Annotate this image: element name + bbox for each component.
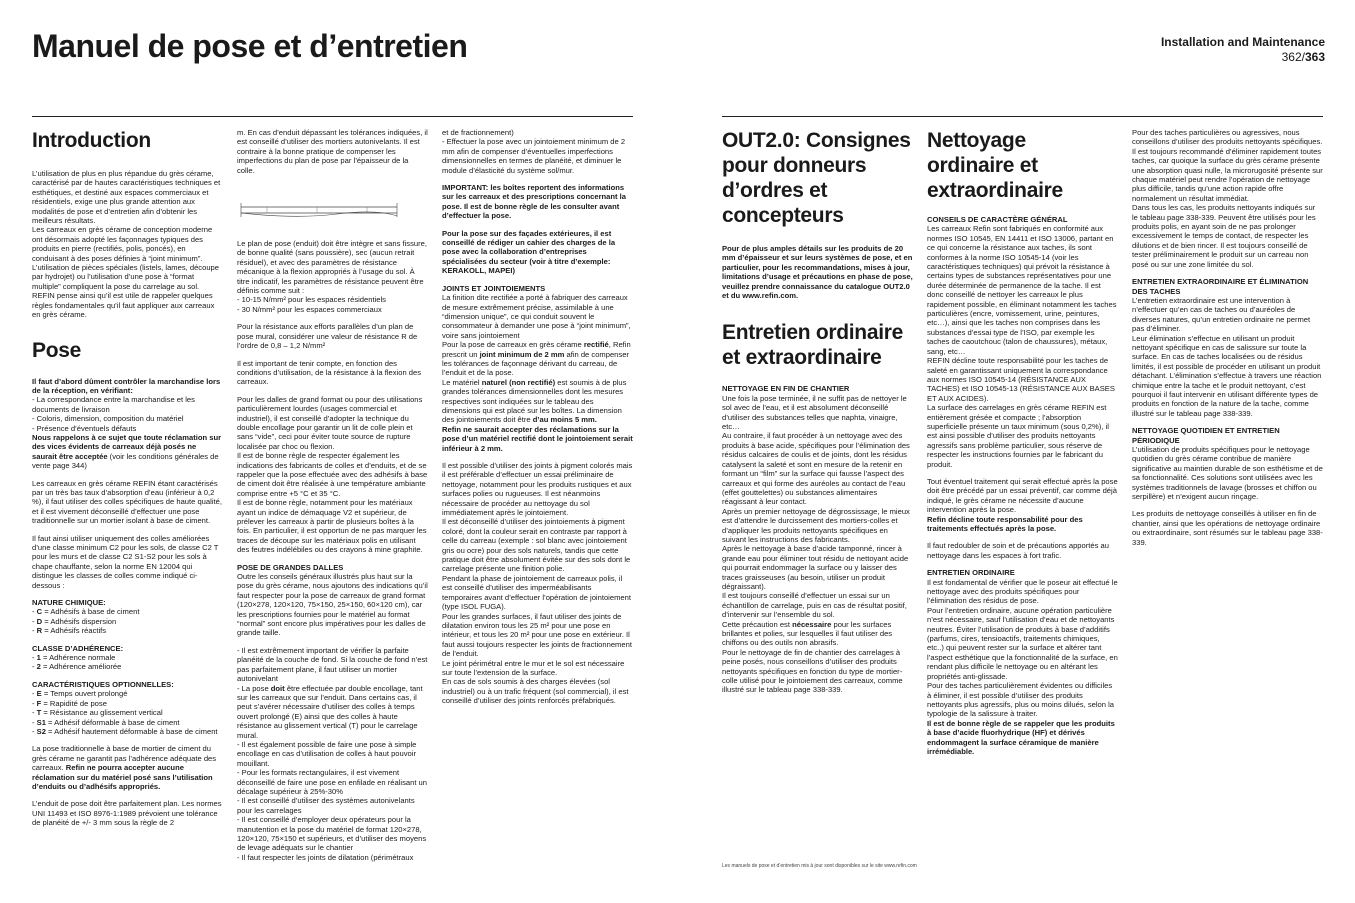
list-code: 1 [36,653,41,663]
conseils-text: Les carreaux Refin sont fabriqués en conformité aux normes ISO 10545, EN 14411 et ISO 13006, partant en ce qui concerne la résistance aux taches, ils sont conformes à la norme ISO 10545-14 (voir les caractéristiques techniques) qui prévoit la résistance à certains types de substances représentatives pour une durée déterminée de permanence de la tache. Il est donc conseillé de nettoyer les carreaux le plus rapidement possible, en éliminant notamment les taches particulières (encre, vomissement, urine, peintures, etc…), ainsi que les taches non comprises dans les substances d’essai type de l’ISO, par exemple les taches de caoutchouc (talon de chaussures), métaux, sang, etc… REFIN décline toute responsabilité pour les taches de saleté en garantissant uniquement la correspondance aux normes ISO 10545-14 (RÉSISTANCE AUX TACHES) et ISO 10545-13 (RÉSISTANCE AUX BASES ET AUX ACIDES). La surface des carrelages en grès cérame REFIN est entièrement grésée et compacte ; l’absorption superficielle présente un taux minimum (sous 0,2%), il est ainsi possible d’utiliser des produits nettoyants agressifs sans problème particulier, sous réserve de respecter les instructions fournies par le fabricant du produit. [927,224,1117,469]
grandes-dalles-list [237,646,428,862]
heading-extraordinaire: ENTRETIEN EXTRAORDINAIRE ET ÉLIMINATION DES TACHES [1132,277,1309,296]
treatment-bold: Refin décline toute responsabilité pour des traitements effectués après la pose. [927,514,1083,533]
large-format-text: Pour les dalles de grand format ou pour des utilisations particulièrement lourdes (usages commercial et industriel), il est conseillé d’adopter la technique du double encollage pour garantir un lit de colle plein et sans “vide”, ceci pour éviter toute source de rupture localisée par choc ou flexion. Il est de bonne règle de respecter également les indications des fabricants de colles et d’enduits, et de se rappeler que la pose effectuée avec des adhésifs à base de ciment doit être réalisée à une température ambiante comprise entre +5 °C et 35 °C. Il est de bonne règle, notamment pour les matériaux ayant un indice de démaquage V2 et supérieur, de prélever les carreaux à partir de plusieurs boîtes à la fois. En particulier, il est opportun de ne pas marquer les traces de découpe sur les matériaux polis en utilisant des feutres indélébiles ou des crayons à mine graphite. [237,394,428,555]
heading-quotidien: NETTOYAGE QUOTIDIEN ET ENTRETIEN PÉRIODIQUE [1132,426,1280,445]
list-code: S1 [36,717,46,727]
column-6 [1132,128,1323,868]
page-title: Manuel de pose et d’entretien [32,28,468,64]
list-code: D [36,616,43,626]
list-desc: = Adhésifs à base de ciment [42,607,140,617]
right-divider [722,116,1323,117]
fin-chantier-bold: nécessaire [792,619,832,629]
column-2 [237,128,428,868]
enduit-continued: m. En cas d’enduit dépassant les tolérances indiquées, il est conseillé d’utiliser des mortiers autonivelants. Il est contraire à la bonne pratique de compenser les imperfections du plan de pose par l’épaisseur de la colle. [237,128,428,175]
heading-entretien-ordinaire: ENTRETIEN ORDINAIRE [927,568,1015,578]
important-note: IMPORTANT: les boîtes reportent des informations sur les carreaux et des prescriptions concernant la pose. Il est de bonne règle de les consulter avant d’effectuer la pose. [442,183,627,221]
list-code: T [36,708,42,718]
summary-text: Les produits de nettoyage conseillés à utiliser en fin de chantier, ainsi que les opérations de nettoyage ordinaire ou extraordinaire, sont résumés sur le tableau page 338-339. [1132,509,1323,547]
adhesive-classes-text: Il faut ainsi utiliser uniquement des colles améliorées d’une classe minimum C2 pour les sols, de classe C2 T pour les murs et de classe C2 S1-S2 pour les sols à chape chauffante, selon la norme EN 12004 qui distingue les classes de colles comme indiqué ci-dessous : [32,533,219,590]
list-item: - C = Adhésifs à base de ciment [32,607,140,617]
pose-warning-tail: (voir les conditions générales de vente page 344) [32,451,219,471]
pose-warning: Nous rappelons à ce sujet que toute réclamation sur des vices évidents de carreaux déjà posés ne saurait être acceptée [32,432,222,461]
dalles-continued: et de fractionnement) - Effectuer la pose avec un jointoiement minimum de 2 mm afin de compenser d’éventuelles imperfections dimensionnelles en termes de planéité, et diminuer le module d’élasticité du système sol/mur. [442,128,626,175]
joints-part-c: , Refin prescrit un [442,340,631,359]
pose-checklist: - La correspondance entre la marchandise et les documents de livraison - Coloris, dimension, composition du matériel - Présence d’éventuels défauts [32,395,195,433]
fin-chantier-text [722,394,913,695]
list-item: - 1 = Adhérence normale [32,653,116,663]
heading-entretien: Entretien ordinaire et extraordinaire [722,321,904,370]
heading-pose: Pose [32,338,81,362]
list-code: E [36,689,42,699]
enduit-text: L’enduit de pose doit être parfaitement plan. Les normes UNI 11493 et ISO 8976-1:1989 prévoient une tolérance de planéité de +/- 3 mm sous la règle de 2 [32,799,222,828]
traditional-pose-plain: La pose traditionnelle à base de mortier de ciment du grès cérame ne garantit pas l’adhérence adéquate des carreaux. [32,744,217,773]
adherence-list [32,653,223,672]
options-list [32,689,223,736]
list-item: - D = Adhésifs dispersion [32,616,117,626]
substrate-text: Le plan de pose (enduit) doit être intègre et sans fissure, de bonne qualité (sans poussière), sec (aucun retrait résiduel), et avec des paramètres de résistance mécanique à la flexion appropriés à l’usage du sol. À titre indicatif, les paramètres de résistance peuvent être définis comme suit : - 10-15 N/mm² pour les espaces résidentiels - 30 N/mm² pour les espaces commerciaux [237,239,427,314]
heading-out20: OUT2.0: Consignes pour donneurs d’ordres et concepteurs [722,129,911,227]
planarity-diagram [237,189,402,231]
absorption-text: Les carreaux en grès cérame REFIN étant caractérisés par un très bas taux d’absorption d’eau (inférieur à 0,2 %), il faut utiliser des colles spécifiques de haute qualité, et il est vivement déconseillé d’effectuer une pose traditionnelle sur un mortier isolant à base de ciment. [32,478,222,526]
ordinaire-text [927,578,1118,757]
list-desc: = Adhésif hautement déformable à base de ciment [45,726,218,736]
treatment-text [927,477,1118,533]
facades-note: Pour la pose sur des façades extérieures, il est conseillé de rédiger un cahier des charges de la pose avec la collaboration d’entreprises spécialisées du secteur (voir à titre d’exemple: KERAKOLL, MAPEI) [442,228,616,276]
joints-bold-naturel: naturel (non rectifié) [481,377,556,387]
joints-part-a: La finition dite rectifiée a porté à fabriquer des carreaux de mesure extrêmement précise, assimilable à une “dimension unique”, ce qui conduit souvent le consommateur à demander une pose à “joint minimum”, voire sans jointoiement Pour la pose de carreaux en grès cérame [442,293,631,350]
joints-details: Il est possible d’utiliser des joints à pigment colorés mais il est préférable d’effectuer un essai préliminaire de nettoyage, notamment pour les produits rustiques et aux surfaces polies ou rugueuses. Il est néanmoins nécessaire de procéder au nettoyage du sol immédiatement après le jointoiement. Il est déconseillé d’utiliser des jointoiements à pigment coloré, dont la couleur serait en contraste par rapport à celle du carreau (exemple : sol blanc avec jointoiement gris ou ocre) pour des sols naturels, tandis que cette pratique doit être absolument évitée sur des sols dont le carrelage présente une finition polie. Pendant la phase de jointoiement de carreaux polis, il est conseillé d’utiliser des imperméabilisants temporaires avant d’effectuer l’opération de jointoiement (type ISOL FUGA). Pour les grandes surfaces, il faut utiliser des joints de dilatation environ tous les 25 m² pour une pose en intérieur, et tous les 20 m² pour une pose en extérieur. Il faut aussi toujours respecter les joints de fractionnement de l’enduit. Le joint périmétral entre le mur et le sol est nécessaire sur toute l’extension de la surface. En cas de sols soumis à des charges élevées (sol industriel) ou à un trafic fréquent (sol commercial), il est conseillé d’utiliser des joints renforcés préfabriqués. [442,461,633,706]
list-item: - S1 = Adhésif déformable à base de ciment [32,717,180,727]
list-desc: = Rapidité de pose [41,698,107,708]
footer-note: Les manuels de pose et d’entretien mis à jour sont disponibles sur le site www.refin.com [722,863,917,869]
heading-fin-chantier: NETTOYAGE EN FIN DE CHANTIER [722,384,850,394]
traditional-pose-bold: Refin ne pourra accepter aucune réclamation sur du matériel posé sans l’utilisation d’enduits ou d’adhésifs appropriés. [32,763,213,791]
list-code: C [36,607,43,617]
ordinaire-plain: Il est fondamental de vérifier que le poseur ait effectué le nettoyage avec des produits spécifiques pour l’élimination des résidus de pose. Pour l’entretien ordinaire, aucune opération particulière n’est nécessaire, sauf l’utilisation d’eau et de nettoyants neutres. Éviter l’utilisation de produits à base d’additifs (parfums, cires, tensioactifs, traitements chimiques, etc..) qui peuvent rester sur la surface et altérer tant l’aspect esthétique que la fonctionnalité de la surface, en rendant plus difficile le nettoyage ou en altérant les propriétés anti-glissade. Pour des taches particulièrement évidentes ou difficiles à éliminer, il est possible d’utiliser des produits nettoyants plus agressifs, plus ou moins dilués, selon la typologie de la salissure à traiter. [927,577,1118,719]
list-desc: = Temps ouvert prolongé [41,689,128,699]
heading-nettoyage: Nettoyage ordinaire et extraordinaire [927,129,1063,202]
column-3 [442,128,633,868]
list-code: F [36,698,42,708]
dalles-list-bold: doit [270,683,285,693]
list-code: R [36,626,43,636]
page-number [1161,50,1325,65]
extraordinaire-text: L’entretien extraordinaire est une intervention à n’effectuer qu’en cas de taches ou d’auréoles de diverses natures, qu’un entretien ordinaire ne permet pas d’éliminer. Leur élimination s’effectue en utilisant un produit nettoyant spécifique en cas de salissure sur toute la surface. En cas de taches localisées ou de résidus limités, il est possible de procéder en utilisant un produit détachant. L’élimination s’effectue à travers une réaction chimique entre la tache et le produit nettoyant, c’est pourquoi il faut intervenir en utilisant différente types de produits en fonction de la nature de la tache, comme illustré sur le tableau page 338-339. [1132,295,1322,418]
list-item: - E = Temps ouvert prolongé [32,689,128,699]
column-4 [722,128,913,868]
quotidien-text: L’utilisation de produits spécifiques pour le nettoyage quotidien du grès cérame contribue de manière significative au maintien durable de son esthétisme et de sa fonctionnalité. Ces solutions sont utilisées avec les systèmes traditionnels de lavage (brosses et chiffon ou serpillère) et n’exigent aucun rinçage. [1132,445,1323,502]
pose-reception-bold: Il faut d’abord dûment contrôler la marchandise lors de la réception, en vérifiant: [32,376,221,395]
heading-introduction: Introduction [32,129,151,152]
list-desc: = Adhésif déformable à base de ciment [45,717,180,727]
list-desc: = Adhésifs dispersion [42,616,117,626]
list-item: - F = Rapidité de pose [32,698,107,708]
heading-grandes-dalles: POSE DE GRANDES DALLES [237,562,344,572]
joints-bold-rectifie: rectifié [583,340,609,350]
taches-text: Pour des taches particulières ou agressives, nous conseillons d’utiliser des produits nettoyants spécifiques. Il est toujours recommandé d’éliminer rapidement toutes taches, car quoique la surface du grès cérame présente une absorption quasi nulle, la microrugosité présente sur chaque matériel peut rendre l’opération de nettoyage plus difficile, tandis qu’une action rapide offre normalement un résultat immédiat. Dans tous les cas, les produits nettoyants indiqués sur le tableau page 338-339. Peuvent être utilisés pour les produits polis, en ayant soin de ne pas prolonger excessivement le temps de contact, de respecter les dilutions et de bien rincer. Il est toujours conseillé de tester préliminairement le produit sur un carreau non posé ou sur une zone limitée du sol. [1132,128,1323,269]
heading-classe-adherence: CLASSE D’ADHÉRENCE: [32,643,124,653]
ordinaire-bold: Il est de bonne règle de se rappeler que les produits à base d’acide fluorhydrique (HF) et dérivés endommagent la surface céramique de manière irrémédiable. [927,718,1115,756]
section-label: Installation and Maintenance [1160,35,1325,49]
list-desc: = Résistance au glissement vertical [41,708,163,718]
joints-part-g: est soumis à de plus grandes tolérances dimensionnelles dont les mesures respectives sont indiquées sur le tableau des dimensions qui est placé sur les boîtes. La dimension des jointoiements doit être [442,377,627,425]
heading-joints: JOINTS ET JOINTOIEMENTS [442,283,546,293]
list-item: - R = Adhésifs réactifs [32,626,107,636]
treatment-plain: Tout éventuel traitement qui serait effectué après la pose doit être précédé par un essai préventif, car comme déjà indiqué, le grès cérame ne nécessite d’aucune intervention après la pose. [927,476,1118,515]
dalles-list-part2: être effectuée par double encollage, tant sur les carreaux que sur l’enduit. Dans certains cas, il peut s’avérer nécessaire d’utiliser des colles à temps ouvert prolongé (E) ainsi que des colles à haute résistance au glissement vertical (T) pour le carrelage mural. - Il est également possible de faire une pose à simple encollage en cas d’utilisation de colles à haut pouvoir mouillant. - Pour les formats rectangulaires, il est vivement déconseillé de faire une pose en enfilade en réalisant un décalage supérieur à 25%-30% - Il est conseillé d’utiliser des systèmes autonivelants pour les carrelages - Il est conseillé d’employer deux opérateurs pour la manutention et la pose du matériel de format 120×278, 120×120, 75×150 et supérieurs, et d’utiliser des moyens de levage adéquats sur le chantier - Il faut respecter les joints de dilatation (périmétraux [237,683,427,862]
list-desc: = Adhérence normale [40,653,116,663]
page-total: 363 [1304,50,1325,64]
dalles-list-part1: - Il est extrêmement important de vérifier la parfaite planéité de la couche de fond. Si la couche de fond n’est pas parfaitement plane, il faut utiliser un mortier autonivelant - La pose [237,645,428,693]
joints-part-e: afin de compenser les tolérances de façonnage dérivant du carreau, de l’enduit et de la pose. Le matériel [442,349,629,387]
joints-text [442,293,633,453]
wall-resistance-text: Pour la résistance aux efforts parallèles d’un plan de pose mural, considérer une valeur de résistance R de l’ordre de 0,8 – 1,2 N/mm² [237,322,418,351]
list-item: - 2 = Adhérence améliorée [32,662,122,672]
grandes-dalles-intro: Outre les conseils généraux illustrés plus haut sur la pose du grès cérame, nous ajoutons des indications qu’il faut respecter pour la pose de carreaux de grand format (120×278, 120×120, 75×150, 25×150, 60×120 cm), car les prescriptions fournies pour le matériel au format “normal” sont encore plus impératives pour les dalles de grande taille. [237,572,428,638]
pose-reception [32,377,223,471]
list-code: 2 [36,662,41,672]
list-desc: = Adhérence améliorée [40,662,122,672]
flexion-text: Il est important de tenir compte, en fonction des conditions d’utilisation, de la résistance à la flexion des carreaux. [237,358,422,387]
column-5 [927,128,1118,868]
joints-bold-5mm: d’au moins 5 mm. [532,415,597,425]
joints-bold-2mm: joint minimum de 2 mm [479,349,565,359]
joints-bold-warning: Refin ne saurait accepter des réclamations sur la pose d’un matériel rectifié dont le jointoiement serait inférieur à 2 mm. [442,424,633,453]
left-divider [32,116,633,117]
list-code: S2 [36,726,46,736]
nature-list [32,607,223,635]
heading-nature-chimique: NATURE CHIMIQUE: [32,598,106,608]
traffic-text: Il faut redoubler de soin et de précautions apportés au nettoyage dans les espaces à fort trafic. [927,541,1109,560]
page-header-meta [1161,35,1325,65]
list-item: - T = Résistance au glissement vertical [32,708,163,718]
traditional-pose-text [32,744,223,791]
out20-text: Pour de plus amples détails sur les produits de 20 mm d’épaisseur et sur leurs systèmes de pose, et en particulier, pour les recommandations, mises à jour, limitations d’usage et précautions en phase de pose, veuillez prendre connaissance du catalogue OUT2.0 et du www.refin.com. [722,244,913,301]
list-item: - S2 = Adhésif hautement déformable à base de ciment [32,726,218,736]
fin-chantier-part2: pour les surfaces brillantes et polies, sur lesquelles il faut utiliser des chiffons ou des outils non abrasifs. Pour le nettoyage de fin de chantier des carrelages à peine posés, nous conseillons d’utiliser des produits nettoyants spécifiques en fonction du type de mortier-colle utilisé pour le jointoiement des carreaux, comme illustré sur le tableau page 338-339. [722,619,903,695]
column-1 [32,128,223,868]
list-desc: = Adhésifs réactifs [42,626,107,636]
heading-caracteristiques: CARACTÉRISTIQUES OPTIONNELLES: [32,679,174,689]
heading-conseils: CONSEILS DE CARACTÈRE GÉNÉRAL [927,215,1068,224]
page-current: 362/ [1281,50,1305,64]
intro-text: L’utilisation de plus en plus répandue du grès cérame, caractérisé par de hautes caractéristiques techniques et esthétiques, et destiné aux espaces commerciaux et résidentiels, exige une plus grande attention aux modalités de pose et d’entretien afin d’obtenir les meilleurs résultats. Les carreaux en grès cérame de conception moderne ont désormais adopté les façonnages typiques des produits en pierre (rectifiés, polis, poncés), en conduisant à des poses définies à “joint minimum”. L’utilisation de pièces spéciales (listels, lames, découpe par hydrojet) ou l’utilisation d’une pose à “format multiple” compliquent la pose du carrelage au sol. REFIN pense ainsi qu’il est utile de rappeler quelques règles fondamentales qu’il faut appliquer aux carreaux en grès cérame. [32,169,221,320]
fin-chantier-part1: Une fois la pose terminée, il ne suffit pas de nettoyer le sol avec de l’eau, et il est absolument déconseillé d’utiliser des substances telles que naphta, vinaigre, etc… Au contraire, il faut procéder à un nettoyage avec des produits à base acide, spécifiques pour l’élimination des résidus calcaires de coulis et de joints, dont les résidus catalysent la saleté et sont en mesure de la retenir en formant un “film” sur la surface qui fausse l’aspect des carreaux et qui forme des auréoles au contact de l’eau (effet gouttelettes) ou substances alimentaires réagissant à leur contact. Après un premier nettoyage de dégrossissage, le mieux est d’attendre le durcissement des mortiers-colles et d’appliquer les produits nettoyants spécifiques en suivant les instructions des fabricants. Après le nettoyage à base d’acide tamponné, rincer à grande eau pour éliminer tout résidu de nettoyant acide qui pourrait endommager la surface ou y laisser des traces graisseuses (au besoin, utiliser un produit dégraissant). Il est toujours conseillé d’effectuer un essai sur un échantillon de carrelage, puis en cas de résultat positif, d’intervenir sur l’ensemble du sol. Cette précaution est [722,393,910,629]
